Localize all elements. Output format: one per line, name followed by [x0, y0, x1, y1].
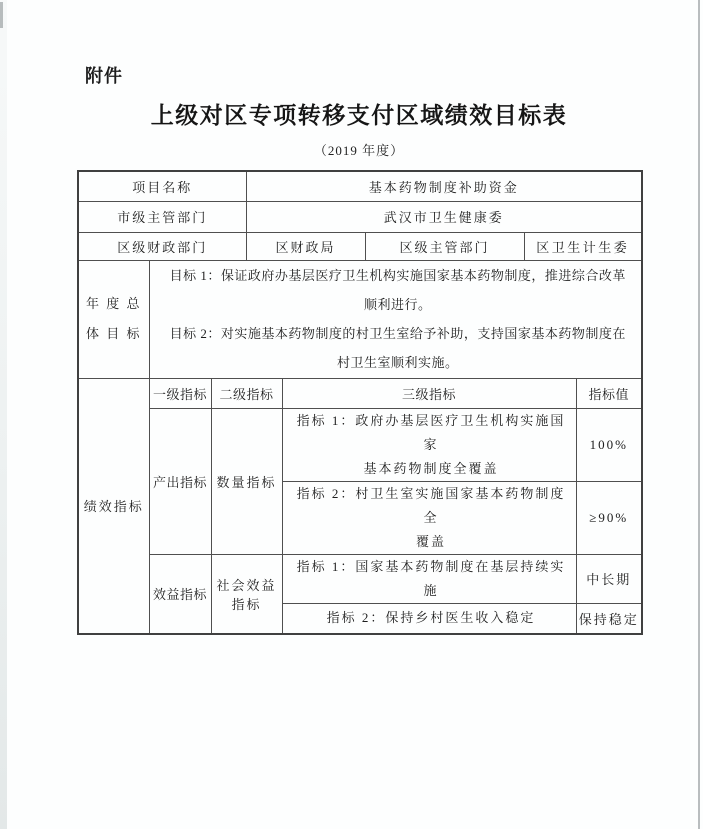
project-name-label-cell: 项目名称	[78, 171, 246, 201]
output-level1-cell: 产出指标	[149, 408, 211, 554]
benefit-level1-cell: 效益指标	[149, 554, 211, 634]
row-district-depts	[78, 232, 642, 260]
district-dept-label-cell: 区级主管部门	[365, 232, 524, 260]
district-finance-label-cell: 区级财政部门	[78, 232, 246, 260]
row-output-indicator-1	[78, 408, 642, 481]
benefit-indicator-1-cell: 指标 1：国家基本药物制度在基层持续实施	[282, 554, 576, 603]
performance-target-table	[77, 170, 643, 635]
row-city-dept	[78, 201, 642, 232]
perf-indicator-label-cell: 绩效指标	[78, 378, 149, 634]
scan-edge-left	[0, 0, 7, 829]
benefit-value-2-cell: 保持稳定	[576, 603, 642, 634]
attachment-label: 附件	[85, 66, 123, 86]
output-level2-cell: 数量指标	[211, 408, 282, 554]
output-value-1-cell: 100%	[576, 408, 642, 481]
row-annual-goals	[78, 260, 642, 378]
city-dept-value-cell: 武汉市卫生健康委	[246, 201, 642, 232]
district-dept-value-cell: 区卫生计生委	[524, 232, 642, 260]
row-project-name	[78, 171, 642, 201]
project-name-value-cell: 基本药物制度补助资金	[246, 171, 642, 201]
benefit-indicator-2-cell: 指标 2：保持乡村医生收入稳定	[282, 603, 576, 634]
row-benefit-indicator-1	[78, 554, 642, 603]
scan-edge-right	[698, 0, 700, 829]
row-indicator-headers	[78, 378, 642, 408]
annual-goal-label-cell: 年 度 总 体 目 标	[78, 260, 149, 378]
district-finance-value-cell: 区财政局	[246, 232, 365, 260]
scan-mark-top-left	[0, 2, 3, 28]
city-dept-label-cell: 市级主管部门	[78, 201, 246, 232]
annual-goals-cell	[149, 260, 642, 378]
benefit-value-1-cell: 中长期	[576, 554, 642, 603]
goal-item-1: 目标 1：保证政府办基层医疗卫生机构实施国家基本药物制度，推进综合改革 顺利进行。	[169, 268, 626, 312]
benefit-level2-cell: 社会效益指标	[211, 554, 282, 634]
header-level1-cell: 一级指标	[149, 378, 211, 408]
header-level3-cell: 三级指标	[282, 378, 576, 408]
header-value-cell: 指标值	[576, 378, 642, 408]
output-value-2-cell: ≥90%	[576, 481, 642, 554]
document-subtitle: （2019 年度）	[313, 143, 405, 158]
goal-item-2: 目标 2：对实施基本药物制度的村卫生室给予补助，支持国家基本药物制度在 村卫生室顺利实施。	[169, 326, 626, 370]
document-title: 上级对区专项转移支付区域绩效目标表	[150, 102, 568, 128]
output-indicator-1-cell: 指标 1：政府办基层医疗卫生机构实施国家 基本药物制度全覆盖	[282, 408, 576, 481]
output-indicator-2-cell: 指标 2：村卫生室实施国家基本药物制度全 覆盖	[282, 481, 576, 554]
header-level2-cell: 二级指标	[211, 378, 282, 408]
